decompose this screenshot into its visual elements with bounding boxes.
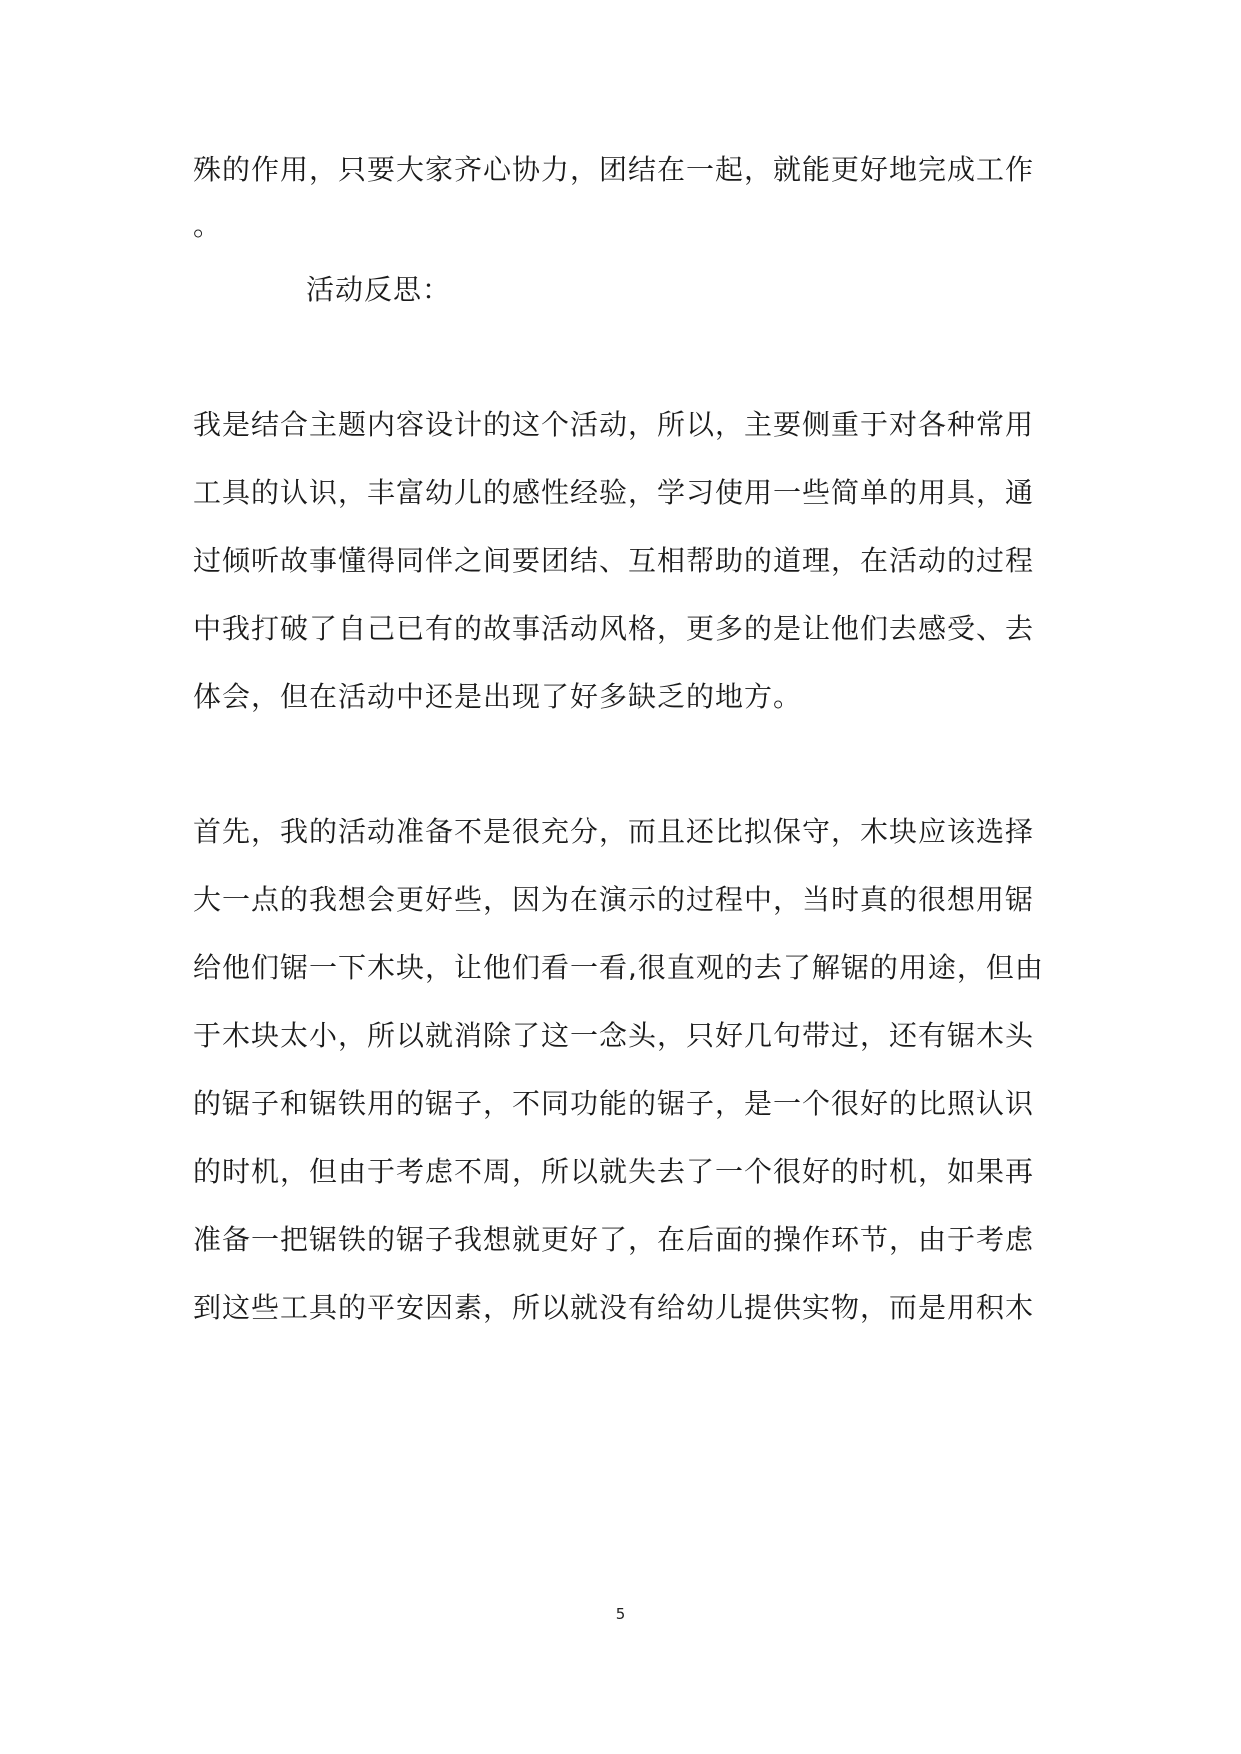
text-line: 工具的认识，丰富幼儿的感性经验，学习使用一些简单的用具，通 [193, 476, 1035, 509]
text-line: 准备一把锯铁的锯子我想就更好了，在后面的操作环节，由于考虑 [193, 1223, 1035, 1256]
text-line: 殊的作用，只要大家齐心协力，团结在一起，就能更好地完成工作 [193, 153, 1035, 186]
text-line: 给他们锯一下木块，让他们看一看,很直观的去了解锯的用途，但由 [193, 951, 1044, 984]
text-line: 我是结合主题内容设计的这个活动，所以，主要侧重于对各种常用 [193, 408, 1035, 441]
text-line: 的时机，但由于考虑不周，所以就失去了一个很好的时机，如果再 [193, 1155, 1035, 1188]
page-number: 5 [615, 1605, 626, 1623]
text-line: 大一点的我想会更好些，因为在演示的过程中，当时真的很想用锯 [193, 883, 1035, 916]
section-heading: 活动反思： [306, 273, 452, 306]
text-line: 过倾听故事懂得同伴之间要团结、互相帮助的道理，在活动的过程 [193, 544, 1035, 577]
text-line: 首先，我的活动准备不是很充分，而且还比拟保守，木块应该选择 [193, 815, 1035, 848]
text-line: 中我打破了自己已有的故事活动风格，更多的是让他们去感受、去 [193, 612, 1035, 645]
text-line: 。 [193, 209, 223, 242]
text-line: 到这些工具的平安因素，所以就没有给幼儿提供实物，而是用积木 [193, 1291, 1035, 1324]
text-line: 体会，但在活动中还是出现了好多缺乏的地方。 [193, 680, 803, 713]
text-line: 的锯子和锯铁用的锯子，不同功能的锯子，是一个很好的比照认识 [193, 1087, 1035, 1120]
text-line: 于木块太小，所以就消除了这一念头，只好几句带过，还有锯木头 [193, 1019, 1035, 1052]
